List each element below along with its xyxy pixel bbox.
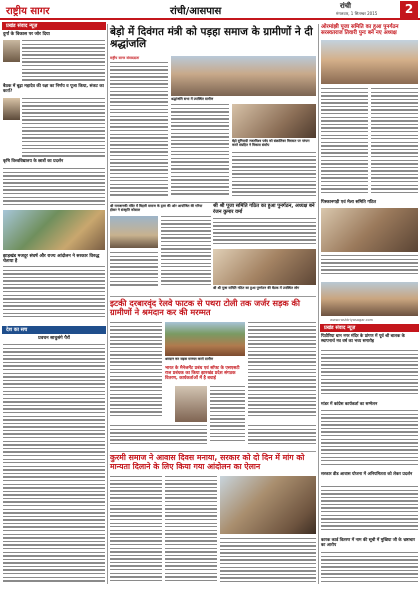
road-repair-text-2 bbox=[248, 322, 316, 422]
right-photo-2 bbox=[321, 208, 418, 252]
divider bbox=[110, 451, 316, 452]
management-headline: भारत के मैनेजमेंट प्रबंध एवं सॉफ्ट के एसएसटी राज प्रबंधक का किया झारखंड प्रदेश संगठक वितरण, कार्यकर्ताओं में है बधाई bbox=[165, 366, 240, 382]
kurmi-samaj-text-2 bbox=[165, 476, 217, 586]
left-story5-text bbox=[3, 344, 105, 588]
main-text-col2 bbox=[171, 104, 229, 200]
portrait-photo bbox=[3, 40, 20, 62]
main-photo-caption-2: बेड़ो बुनियादी रजतविश्व पर्वद को संक्रांतिका विरासत पर परंपरा करते संग्रहित ने विकास संसोप bbox=[232, 139, 310, 147]
left-story1-text bbox=[22, 40, 105, 82]
left-story4-text bbox=[3, 266, 105, 322]
masthead bbox=[0, 0, 420, 20]
pooja-samiti-text bbox=[213, 218, 316, 248]
temple-story-text-2 bbox=[110, 252, 158, 290]
right-story2-headline: पिठौरिया धान नगर मंदिर के प्रांगण में पूर्व श्री बालक के स्थापनार्थ नव वर्ष का भव्य समारोह bbox=[321, 333, 405, 343]
main-text-col3 bbox=[232, 152, 316, 200]
left-story4-headline: झाड़खंड मजदूर संघर्ष और राज्य आंदोलन ने सरकार विरुद्ध चेताया है bbox=[3, 254, 100, 265]
edition-city: रांची bbox=[340, 2, 351, 10]
right-text-col2 bbox=[371, 88, 418, 200]
pooja-samiti-headline: श्री श्री पूजा समिति गठित का हुआ पुनर्गठन, अध्यक्ष बने रंजन कुमार वर्मा bbox=[213, 203, 315, 215]
main-headline: बेड़ो में दिवंगत मंत्री को पड़हा समाज के ग्रामीणों ने दी श्रद्धांजलि bbox=[110, 26, 313, 51]
road-repair-text bbox=[110, 322, 162, 422]
road-repair-photo bbox=[165, 322, 245, 356]
road-repair-headline: इटकी दरबारवृंद रेलवे फाटक से पथरा टोली तक जर्जर सड़क की ग्रामीणों ने श्रमदान कर की मरम्मत bbox=[110, 298, 300, 318]
left-section-bar: प्रखंड संवाद न्यूज़ bbox=[2, 22, 106, 30]
left-story3-text bbox=[3, 168, 105, 208]
road-repair-text-3 bbox=[248, 425, 316, 449]
left-story1-headline: दुर्गा के विकास पर जोर दिया bbox=[3, 32, 50, 37]
right-photo bbox=[321, 40, 418, 84]
section-title: रांची/आसपास bbox=[170, 6, 222, 17]
main-photo-1 bbox=[171, 56, 316, 96]
kurmi-samaj-text-3 bbox=[220, 538, 316, 586]
kurmi-samaj-photo bbox=[220, 476, 316, 534]
right-story4-headline: सरकार डीड आवास योजना में अनियमितता को लेकर प्रदर्शन bbox=[321, 471, 413, 476]
website: www.rashtriyasagar.com bbox=[330, 318, 374, 322]
divider bbox=[110, 296, 316, 297]
column-divider bbox=[107, 24, 108, 584]
right-story5-headline: कारक कार्ड वितरण में नाम की सूची में मुखिया जी के भ्रष्टाचार का आरोप bbox=[321, 537, 416, 547]
right-story3-headline: मांडर में कांग्रेस कार्यकर्ता का सम्मेलन bbox=[321, 401, 378, 406]
temple-photo bbox=[110, 216, 158, 248]
right-text-col1 bbox=[321, 88, 368, 200]
page-number: 2 bbox=[400, 1, 418, 18]
management-text bbox=[210, 386, 245, 446]
right-story3-text bbox=[321, 410, 418, 470]
right-photo-3 bbox=[321, 282, 418, 316]
main-byline: राष्ट्रीय सागर संवाददाता bbox=[110, 56, 140, 60]
right-sub-text bbox=[321, 255, 418, 279]
pooja-samiti-caption: श्री श्री पूजा समिति गठित का हुआ पुनर्गठन की बैठक में उपस्थित लोग bbox=[213, 286, 300, 290]
kurmi-samaj-headline: कुरमी समाज ने आवास दिवस मनाया, सरकार को दो दिन में मांग को मान्यता दिलाने के लिए किया गया आंदोलन का ऐलान bbox=[110, 453, 305, 471]
right-sub-headline: पिस्कानगड़ी एवं मेला समिति गठित bbox=[321, 200, 377, 205]
edition-date: मंगलवार, 1 सितम्बर 2015 bbox=[336, 11, 378, 16]
pooja-samiti-photo bbox=[213, 249, 316, 285]
right-headline: ओरमांझी पूजा समिति का हुआ पुनर्गठन सरस्वतराज तिवारी पुनः बने नए अध्यक्ष bbox=[321, 24, 399, 37]
portrait-photo bbox=[3, 98, 20, 120]
right-story2-text bbox=[321, 350, 418, 400]
main-photo-2 bbox=[232, 104, 316, 138]
left-story2-headline: बैठक में बूढ़ा महादेव की रक्षा का निर्णय व पूजा किया, संकट का कर्ता? bbox=[3, 84, 104, 94]
road-repair-caption: श्रमदान कर सड़क मरम्मत करते ग्रामीण bbox=[165, 357, 214, 361]
column-divider bbox=[318, 24, 319, 584]
kurmi-samaj-text-1 bbox=[110, 476, 162, 586]
paper-name: राष्ट्रीय सागर bbox=[6, 6, 50, 17]
main-text-col1 bbox=[110, 62, 168, 200]
left-story3-headline: कृषि विश्वविद्यालय के छात्रों का प्रदर्शन bbox=[3, 159, 64, 164]
main-photo-caption-1: श्रद्धांजलि सभा में उपस्थित ग्रामीण bbox=[171, 97, 214, 101]
right-story4-text bbox=[321, 486, 418, 536]
leader-portrait bbox=[175, 386, 207, 422]
right-section-bar: प्रखंड संवाद न्यूज़ bbox=[320, 324, 419, 332]
right-story5-text bbox=[321, 552, 418, 588]
management-text-2 bbox=[110, 425, 207, 449]
left-section-bar-2: देश का सच bbox=[2, 326, 106, 334]
left-news-photo bbox=[3, 210, 105, 250]
left-story2-text bbox=[22, 98, 105, 158]
left-story5-headline: प्रवचन साधुसंगे पैरों bbox=[38, 336, 70, 341]
temple-story-text bbox=[161, 216, 211, 290]
main-photo-caption-3: श्री रामजानकी मंदिर में बिहारी समाज के द्वारा की ओर आयोजित की गरिया होकर ने संस्कृति कोसाल bbox=[110, 204, 203, 212]
